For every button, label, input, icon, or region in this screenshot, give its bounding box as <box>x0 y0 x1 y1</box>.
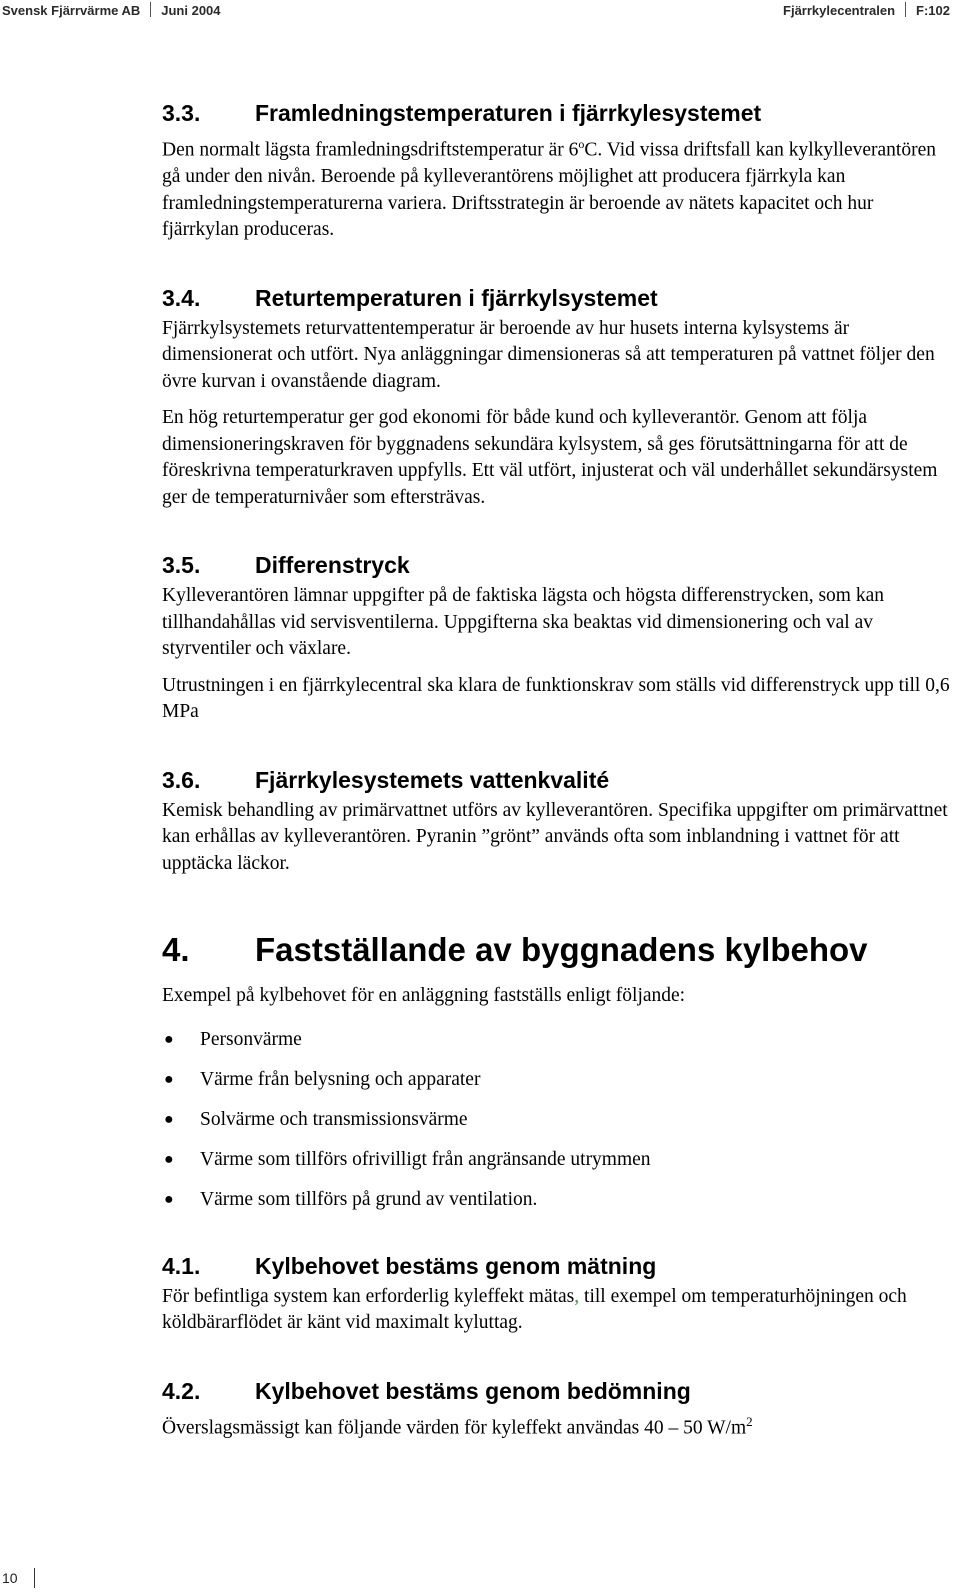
footer-separator <box>34 1568 35 1588</box>
bullet-icon: ● <box>164 1150 174 1168</box>
paragraph: För befintliga system kan erforderlig kyleffekt mätas, till exempel om temperaturhöjningen och köldbärarflödet är känt vid maximalt kyluttag. <box>162 1285 907 1333</box>
section-number: 4.1. <box>162 1252 201 1279</box>
header-right <box>783 2 950 18</box>
list-item: ● Värme från belysning och apparater <box>162 1060 952 1100</box>
paragraph: En hög returtemperatur ger god ekonomi för både kund och kylleverantör. Genom att följa dimensioneringskraven för byggnadens sekundära kylsystem, så ges förutsättningarna för att de föreskrivna temperaturkraven uppfylls. Ett väl utfört, injusterat och väl underhållet sekundärsystem ger de temperaturnivåer som eftersträvas. <box>162 407 938 508</box>
header-date: Juni 2004 <box>161 3 221 18</box>
page-header <box>0 2 950 20</box>
bullet-icon: ● <box>164 1110 174 1128</box>
section-title: Kylbehovet bestäms genom mätning <box>255 1252 657 1279</box>
header-separator <box>150 2 151 17</box>
list-item: ● Värme som tillförs på grund av ventilation. <box>162 1180 952 1220</box>
paragraph: Kylleverantören lämnar uppgifter på de faktiska lägsta och högsta differenstrycken, som kan tillhandahållas vid servisventilerna. Uppgifterna ska beaktas vid dimensionering och val av styrventiler och växlare. <box>162 585 884 659</box>
section-heading-4-2 <box>162 1373 952 1409</box>
section-title: Fjärrkylesystemets vattenkvalité <box>255 766 610 793</box>
header-left <box>2 2 221 18</box>
document-body <box>162 95 952 1442</box>
bullet-icon: ● <box>164 1030 174 1048</box>
list-item: ● Solvärme och transmissionsvärme <box>162 1100 952 1140</box>
chapter-number: 4. <box>162 931 190 968</box>
paragraph: Kemisk behandling av primärvattnet utförs av kylleverantören. Specifika uppgifter om primärvattnet kan erhållas av kylleverantören. Pyranin ”grönt” används ofta som inblandning i vattnet för att upptäcka läckor. <box>162 799 948 874</box>
section-heading-3-5 <box>162 547 952 583</box>
section-title: Returtemperaturen i fjärrkylsystemet <box>255 284 658 311</box>
paragraph: Utrustningen i en fjärrkylecentral ska klara de funktionskrav som ställs vid differenstryck upp till 0,6 MPa <box>162 674 950 722</box>
paragraph: Överslagsmässigt kan följande värden för kyleffekt användas 40 – 50 $W/m^2$ <box>162 1413 753 1438</box>
page-footer <box>2 1568 35 1588</box>
list-item: ● Personvärme <box>162 1020 952 1060</box>
header-company: Svensk Fjärrvärme AB <box>2 3 141 18</box>
header-doc-title: Fjärrkylecentralen <box>783 3 896 18</box>
paragraph: Exempel på kylbehovet för en anläggning fastställs enligt följande: <box>162 985 686 1006</box>
header-separator <box>905 2 906 17</box>
section-heading-3-6 <box>162 762 952 798</box>
section-title: Framledningstemperaturen i fjärrkylesystemet <box>255 100 762 126</box>
bullet-icon: ● <box>164 1070 174 1088</box>
section-heading-3-3 <box>162 95 952 131</box>
section-title: Differenstryck <box>255 552 410 578</box>
section-title: Kylbehovet bestäms genom bedömning <box>255 1377 691 1404</box>
section-heading-3-4 <box>162 280 952 316</box>
header-doc-code: F:102 <box>916 3 950 18</box>
bullet-icon: ● <box>164 1190 174 1208</box>
page-number: 10 <box>2 1570 18 1586</box>
list-item: ● Värme som tillförs ofrivilligt från angränsande utrymmen <box>162 1140 952 1180</box>
section-heading-4-1 <box>162 1248 952 1284</box>
chapter-heading-4 <box>162 921 952 979</box>
paragraph: Fjärrkylsystemets returvattentemperatur är beroende av hur husets interna kylsystems är dimensionerat och utfört. Nya anläggningar dimensioneras så att temperaturen på vattnet följer den övre kurvan i ovanstående diagram. <box>162 317 935 392</box>
chapter-title: Fastställande av byggnadens kylbehov <box>255 931 868 968</box>
paragraph: Den normalt lägsta framledningsdriftstemperatur är 6$^o$C. Vid vissa driftsfall kan kylkylleverantören gå under den nivån. Beroende på kylleverantörens möjlighet att producera fjärrkyla kan framledningstemperaturerna variera. Driftsstrategin är beroende av nätets kapacitet och hur fjärrkylan produceras. <box>162 137 936 240</box>
section-number: 3.5. <box>162 552 201 578</box>
section-number: 4.2. <box>162 1377 201 1404</box>
section-number: 3.4. <box>162 284 201 311</box>
bullet-list <box>162 1020 952 1220</box>
section-number: 3.3. <box>162 100 201 126</box>
section-number: 3.6. <box>162 766 201 793</box>
